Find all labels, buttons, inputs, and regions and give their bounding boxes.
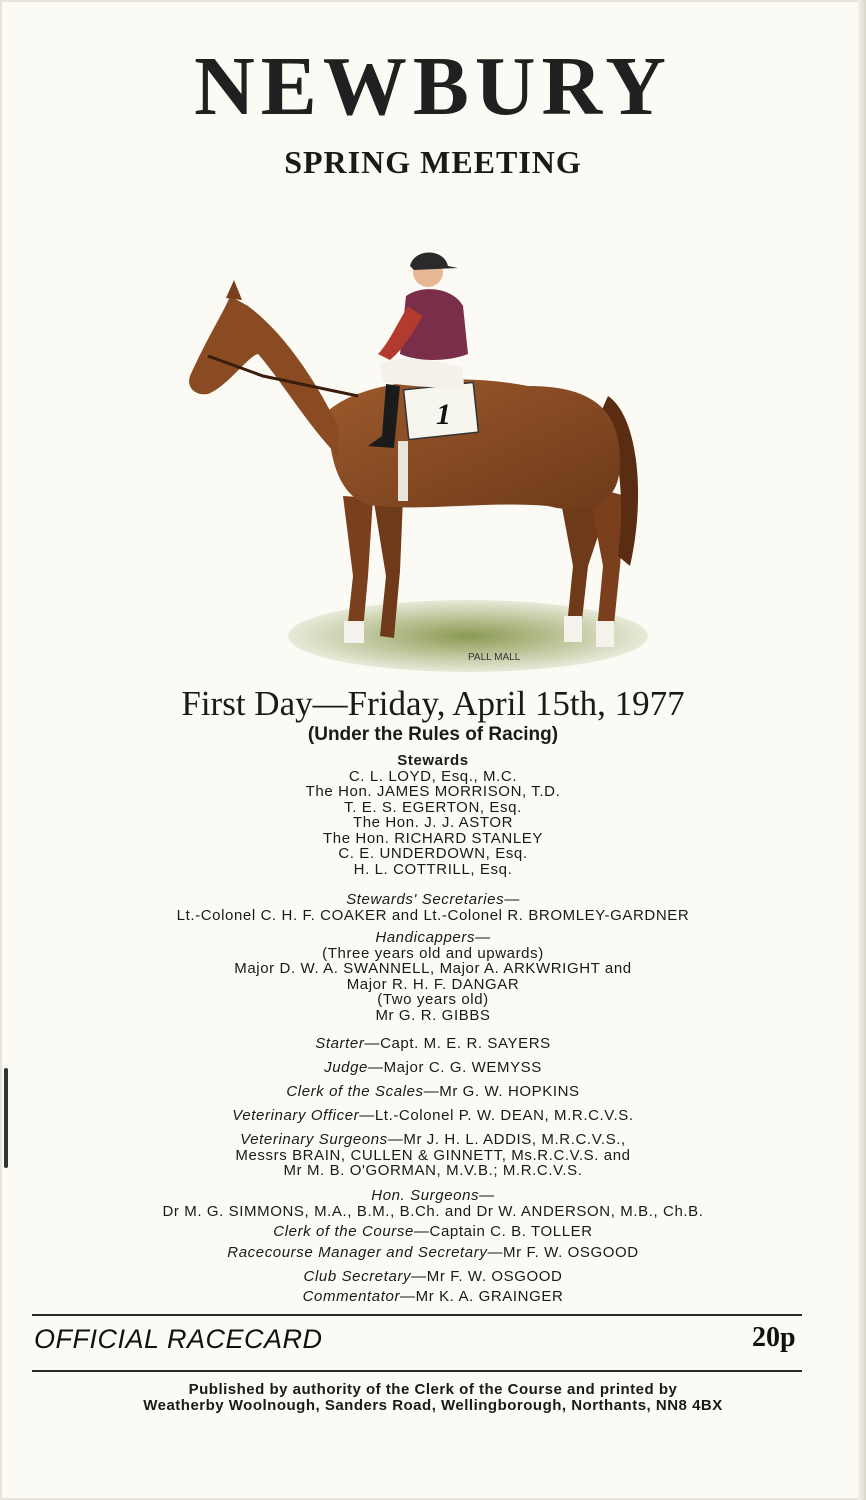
hon-surgeons-heading: Hon. Surgeons— bbox=[371, 1187, 495, 1204]
saddle-number: 1 bbox=[436, 398, 451, 431]
handicappers-heading: Handicappers— bbox=[375, 929, 491, 946]
steward: T. E. S. EGERTON, Esq. bbox=[344, 798, 522, 816]
horse-ear bbox=[226, 280, 242, 300]
handicapper-line: Major R. H. F. DANGAR bbox=[346, 975, 520, 993]
vet-surgeon-line: Mr M. B. O'GORMAN, M.V.B.; M.R.C.V.S. bbox=[283, 1162, 583, 1179]
vet-officer-line bbox=[0, 1108, 866, 1124]
meeting-day: First Day—Friday, April 15th, 1977 bbox=[181, 684, 685, 723]
handicappers-section bbox=[0, 930, 866, 1023]
artist-signature: PALL MALL bbox=[468, 652, 521, 663]
secretaries-section bbox=[0, 892, 866, 923]
handicapper-line: (Three years old and upwards) bbox=[322, 944, 544, 962]
hon-surgeons-section bbox=[0, 1188, 866, 1219]
official-racecard-label: OFFICIAL RACECARD bbox=[34, 1324, 323, 1354]
manager-name: Mr F. W. OSGOOD bbox=[503, 1244, 639, 1261]
scales-role: Clerk of the Scales— bbox=[286, 1083, 440, 1100]
girth bbox=[398, 441, 408, 501]
steward: The Hon. RICHARD STANLEY bbox=[322, 829, 543, 847]
rules-line: (Under the Rules of Racing) bbox=[307, 724, 559, 745]
title: NEWBURY bbox=[194, 40, 672, 133]
manager-role: Racecourse Manager and Secretary— bbox=[227, 1244, 504, 1261]
club-secretary-name: Mr F. W. OSGOOD bbox=[426, 1268, 563, 1285]
horse-and-jockey-illustration bbox=[168, 236, 648, 676]
handicapper-line: Mr G. R. GIBBS bbox=[375, 1006, 491, 1024]
footer-line: Weatherby Woolnough, Sanders Road, Wellingborough, Northants, NN8 4BX bbox=[143, 1397, 723, 1414]
club-secretary-role: Club Secretary— bbox=[303, 1268, 427, 1285]
stewards-heading: Stewards bbox=[397, 752, 469, 769]
white-sock bbox=[344, 621, 364, 643]
white-sock bbox=[564, 616, 582, 642]
vet-surgeons-section bbox=[0, 1132, 866, 1179]
clerk-course-name: Captain C. B. TOLLER bbox=[429, 1223, 593, 1240]
steward: The Hon. J. J. ASTOR bbox=[352, 814, 514, 831]
steward: H. L. COTTRILL, Esq. bbox=[353, 860, 513, 878]
scales-line bbox=[0, 1084, 866, 1100]
vet-surgeon-line: Mr J. H. L. ADDIS, M.R.C.V.S., bbox=[403, 1131, 626, 1148]
secretaries-heading: Stewards' Secretaries— bbox=[346, 891, 520, 908]
judge-name: Major C. G. WEMYSS bbox=[383, 1059, 542, 1076]
starter-role: Starter— bbox=[315, 1035, 381, 1052]
secretaries: Lt.-Colonel C. H. F. COAKER and Lt.-Colonel R. BROMLEY-GARDNER bbox=[176, 906, 690, 924]
club-secretary-line bbox=[0, 1269, 866, 1285]
vet-officer-name: Lt.-Colonel P. W. DEAN, M.R.C.V.S. bbox=[374, 1107, 634, 1124]
judge-line bbox=[0, 1060, 866, 1076]
clerk-course-role: Clerk of the Course— bbox=[273, 1223, 430, 1240]
jockey-cap bbox=[410, 253, 458, 271]
commentator-line bbox=[0, 1289, 866, 1305]
manager-line bbox=[0, 1245, 866, 1261]
clerk-course-line bbox=[0, 1224, 866, 1240]
commentator-name: Mr K. A. GRAINGER bbox=[415, 1288, 564, 1305]
white-sock bbox=[596, 621, 614, 647]
price: 20p bbox=[752, 1322, 796, 1353]
publisher-footer bbox=[0, 1382, 866, 1414]
judge-role: Judge— bbox=[324, 1059, 384, 1076]
handicapper-line: Major D. W. A. SWANNELL, Major A. ARKWRIGHT and bbox=[234, 960, 632, 977]
steward: C. E. UNDERDOWN, Esq. bbox=[338, 845, 528, 862]
divider-bottom bbox=[32, 1370, 802, 1372]
steward: C. L. LOYD, Esq., M.C. bbox=[348, 767, 518, 785]
vet-surgeon-line: Messrs BRAIN, CULLEN & GINNETT, Ms.R.C.V.S. and bbox=[235, 1146, 631, 1164]
vet-surgeons-role: Veterinary Surgeons— bbox=[240, 1131, 404, 1148]
footer-line: Published by authority of the Clerk of the Course and printed by bbox=[188, 1381, 678, 1398]
vet-officer-role: Veterinary Officer— bbox=[232, 1107, 375, 1124]
subtitle: SPRING MEETING bbox=[284, 144, 582, 180]
steward: The Hon. JAMES MORRISON, T.D. bbox=[305, 783, 561, 800]
starter-line bbox=[0, 1036, 866, 1052]
commentator-role: Commentator— bbox=[302, 1288, 416, 1305]
divider-top bbox=[32, 1314, 802, 1316]
jockey-breeches bbox=[380, 359, 464, 388]
scales-name: Mr G. W. HOPKINS bbox=[439, 1083, 580, 1100]
starter-name: Capt. M. E. R. SAYERS bbox=[380, 1035, 551, 1052]
stewards-section bbox=[0, 753, 866, 877]
handicapper-line: (Two years old) bbox=[377, 991, 489, 1008]
hon-surgeons: Dr M. G. SIMMONS, M.A., B.M., B.Ch. and Dr W. ANDERSON, M.B., Ch.B. bbox=[162, 1202, 704, 1220]
